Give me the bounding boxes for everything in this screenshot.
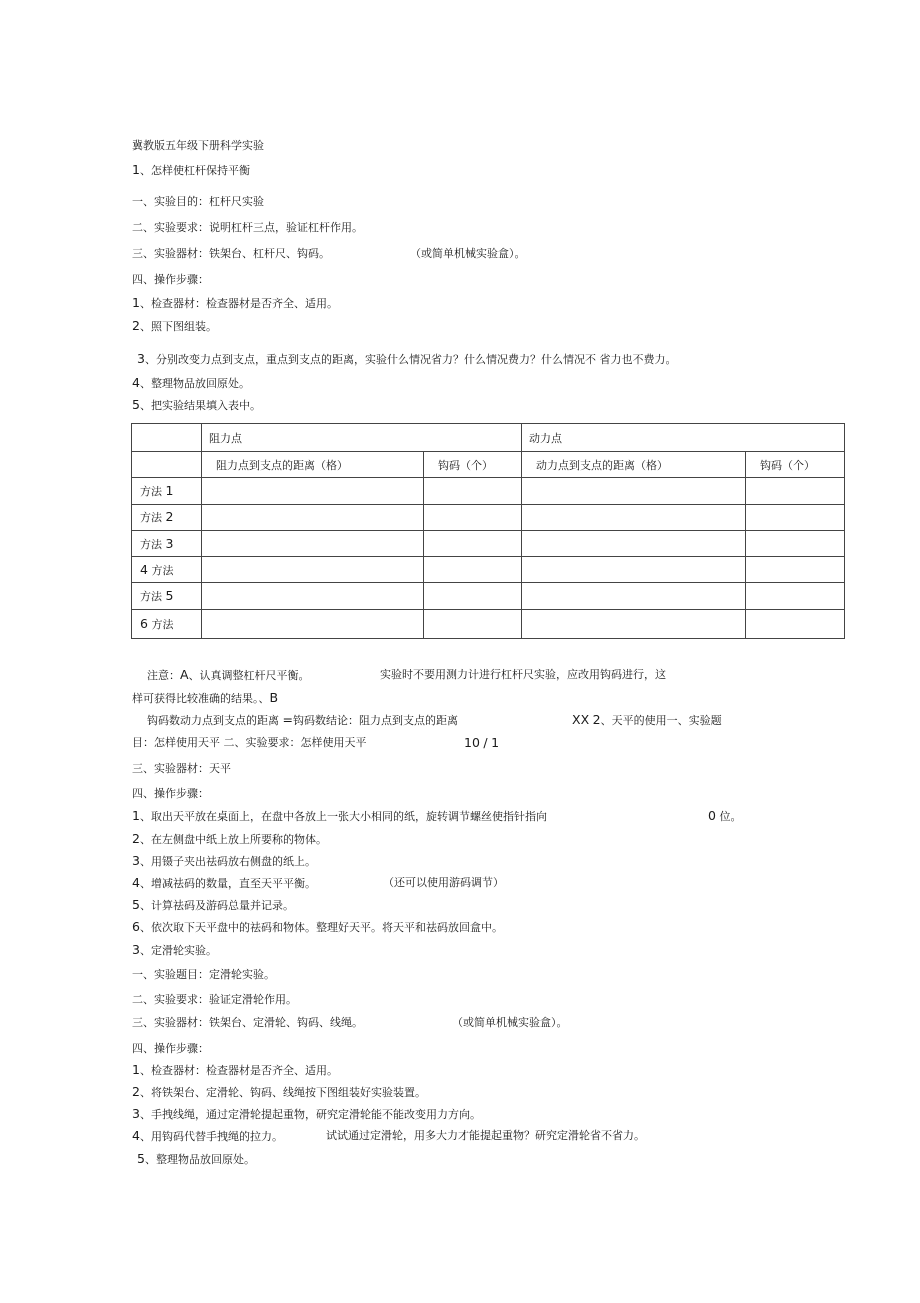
table-cell	[202, 609, 424, 638]
exp3-step-3: 3、手拽线绳，通过定滑轮提起重物，研究定滑轮能不能改变用力方向。	[132, 1106, 481, 1121]
table-cell	[424, 583, 522, 609]
exp1-requirement: 二、实验要求：说明杠杆三点，验证杠杆作用。	[132, 221, 363, 234]
table-cell	[202, 557, 424, 583]
table-cell	[522, 557, 746, 583]
note-line-3b: XX 2、天平的使用一、实验题	[572, 712, 722, 727]
exp1-step-3: 3、分别改变力点到支点，重点到支点的距离，实验什么情况省力？什么情况费力？什么情况不 省力也不费力。	[137, 351, 677, 366]
exp1-steps-title: 四、操作步骤：	[132, 273, 209, 286]
row-label: 方法 3	[132, 530, 202, 556]
exp3-step-1: 1、检查器材：检查器材是否齐全、适用。	[132, 1062, 338, 1077]
row-label: 方法 5	[132, 583, 202, 609]
table-row	[132, 609, 845, 638]
exp3-materials-alt: （或简单机械实验盒）。	[452, 1016, 568, 1029]
table-subheader-blank	[132, 452, 202, 478]
page-number: 10 / 1	[464, 735, 500, 750]
exp2-materials: 三、实验器材：天平	[132, 762, 231, 775]
exp3-step-4: 4、用钩码代替手拽绳的拉力。	[132, 1128, 283, 1143]
table-cell	[424, 530, 522, 556]
exp3-heading: 3、定滑轮实验。	[132, 942, 217, 957]
table-row	[132, 530, 845, 556]
exp2-step-4: 4、增减祛码的数量，直至天平平衡。	[132, 875, 316, 890]
table-cell	[202, 530, 424, 556]
exp3-materials: 三、实验器材：铁架台、定滑轮、钩码、线绳。	[132, 1016, 363, 1029]
table-row	[132, 478, 845, 504]
table-row	[132, 557, 845, 583]
row-label: 4 方法	[132, 557, 202, 583]
exp1-heading: 1、怎样使杠杆保持平衡	[132, 162, 250, 177]
exp2-step-5: 5、计算祛码及游码总量并记录。	[132, 897, 294, 912]
table-cell	[424, 478, 522, 504]
exp2-steps-title: 四、操作步骤：	[132, 787, 209, 800]
header-resistance-distance: 阻力点到支点的距离（格）	[202, 452, 424, 478]
table-row	[132, 504, 845, 530]
table-cell	[746, 478, 845, 504]
exp1-step-2: 2、照下图组装。	[132, 318, 217, 333]
exp1-step-4: 4、整理物品放回原处。	[132, 375, 250, 390]
table-cell	[424, 504, 522, 530]
row-label: 方法 1	[132, 478, 202, 504]
exp3-step-5: 5、整理物品放回原处。	[137, 1151, 255, 1166]
table-cell	[522, 609, 746, 638]
header-resistance-group: 阻力点	[202, 424, 522, 452]
table-cell	[746, 530, 845, 556]
table-cell	[202, 583, 424, 609]
table-corner-cell	[132, 424, 202, 452]
document-title: 冀教版五年级下册科学实验	[132, 139, 264, 152]
table-row	[132, 583, 845, 609]
exp3-step-4-cont: 试试通过定滑轮，用多大力才能提起重物？研究定滑轮省不省力。	[326, 1129, 645, 1142]
exp2-step-4-note: （还可以使用游码调节）	[383, 876, 504, 889]
exp3-topic: 一、实验题目：定滑轮实验。	[132, 968, 275, 981]
exp2-step-1-end: 0 位。	[708, 808, 742, 823]
header-effort-distance: 动力点到支点的距离（格）	[522, 452, 746, 478]
exp1-step-1: 1、检查器材：检查器材是否齐全、适用。	[132, 295, 338, 310]
exp2-step-3: 3、用镊子夹出祛码放右侧盘的纸上。	[132, 853, 316, 868]
exp3-requirement: 二、实验要求：验证定滑轮作用。	[132, 993, 297, 1006]
table-cell	[522, 504, 746, 530]
exp1-materials: 三、实验器材：铁架台、杠杆尺、钩码。	[132, 247, 330, 260]
table-subheader-row	[132, 452, 845, 478]
exp3-step-2: 2、将铁架台、定滑轮、钩码、线绳按下图组装好实验装置。	[132, 1084, 426, 1099]
note-line-1b: 实验时不要用测力计进行杠杆尺实验，应改用钩码进行，这	[380, 668, 666, 681]
header-effort-group: 动力点	[522, 424, 845, 452]
exp1-materials-alt: （或简单机械实验盒）。	[410, 247, 526, 260]
note-line-3a: 钩码数动力点到支点的距离 =钩码数结论：阻力点到支点的距离	[147, 712, 458, 727]
note-line-2: 样可获得比较准确的结果。、B	[132, 690, 279, 705]
results-table	[131, 423, 845, 639]
row-label: 方法 2	[132, 504, 202, 530]
table-cell	[202, 504, 424, 530]
table-cell	[746, 557, 845, 583]
table-cell	[424, 557, 522, 583]
table-cell	[202, 478, 424, 504]
table-header-row	[132, 424, 845, 452]
table-cell	[522, 478, 746, 504]
exp1-purpose: 一、实验目的：杠杆尺实验	[132, 195, 264, 208]
table-cell	[522, 530, 746, 556]
note-line-1a: 注意：A、认真调整杠杆尺平衡。	[147, 667, 310, 682]
exp2-step-2: 2、在左侧盘中纸上放上所要称的物体。	[132, 831, 327, 846]
header-effort-weights: 钩码（个）	[746, 452, 845, 478]
table-cell	[522, 583, 746, 609]
table-cell	[746, 609, 845, 638]
row-label: 6 方法	[132, 609, 202, 638]
exp2-step-1: 1、取出天平放在桌面上，在盘中各放上一张大小相同的纸，旋转调节螺丝使指针指向	[132, 808, 547, 823]
note-line-4a: 目：怎样使用天平 二、实验要求：怎样使用天平	[132, 736, 367, 749]
table-cell	[746, 583, 845, 609]
table-cell	[424, 609, 522, 638]
exp1-step-5: 5、把实验结果填入表中。	[132, 397, 261, 412]
exp2-step-6: 6、依次取下天平盘中的祛码和物体。整理好天平。将天平和祛码放回盒中。	[132, 919, 503, 934]
table-cell	[746, 504, 845, 530]
header-resistance-weights: 钩码（个）	[424, 452, 522, 478]
exp3-steps-title: 四、操作步骤：	[132, 1042, 209, 1055]
